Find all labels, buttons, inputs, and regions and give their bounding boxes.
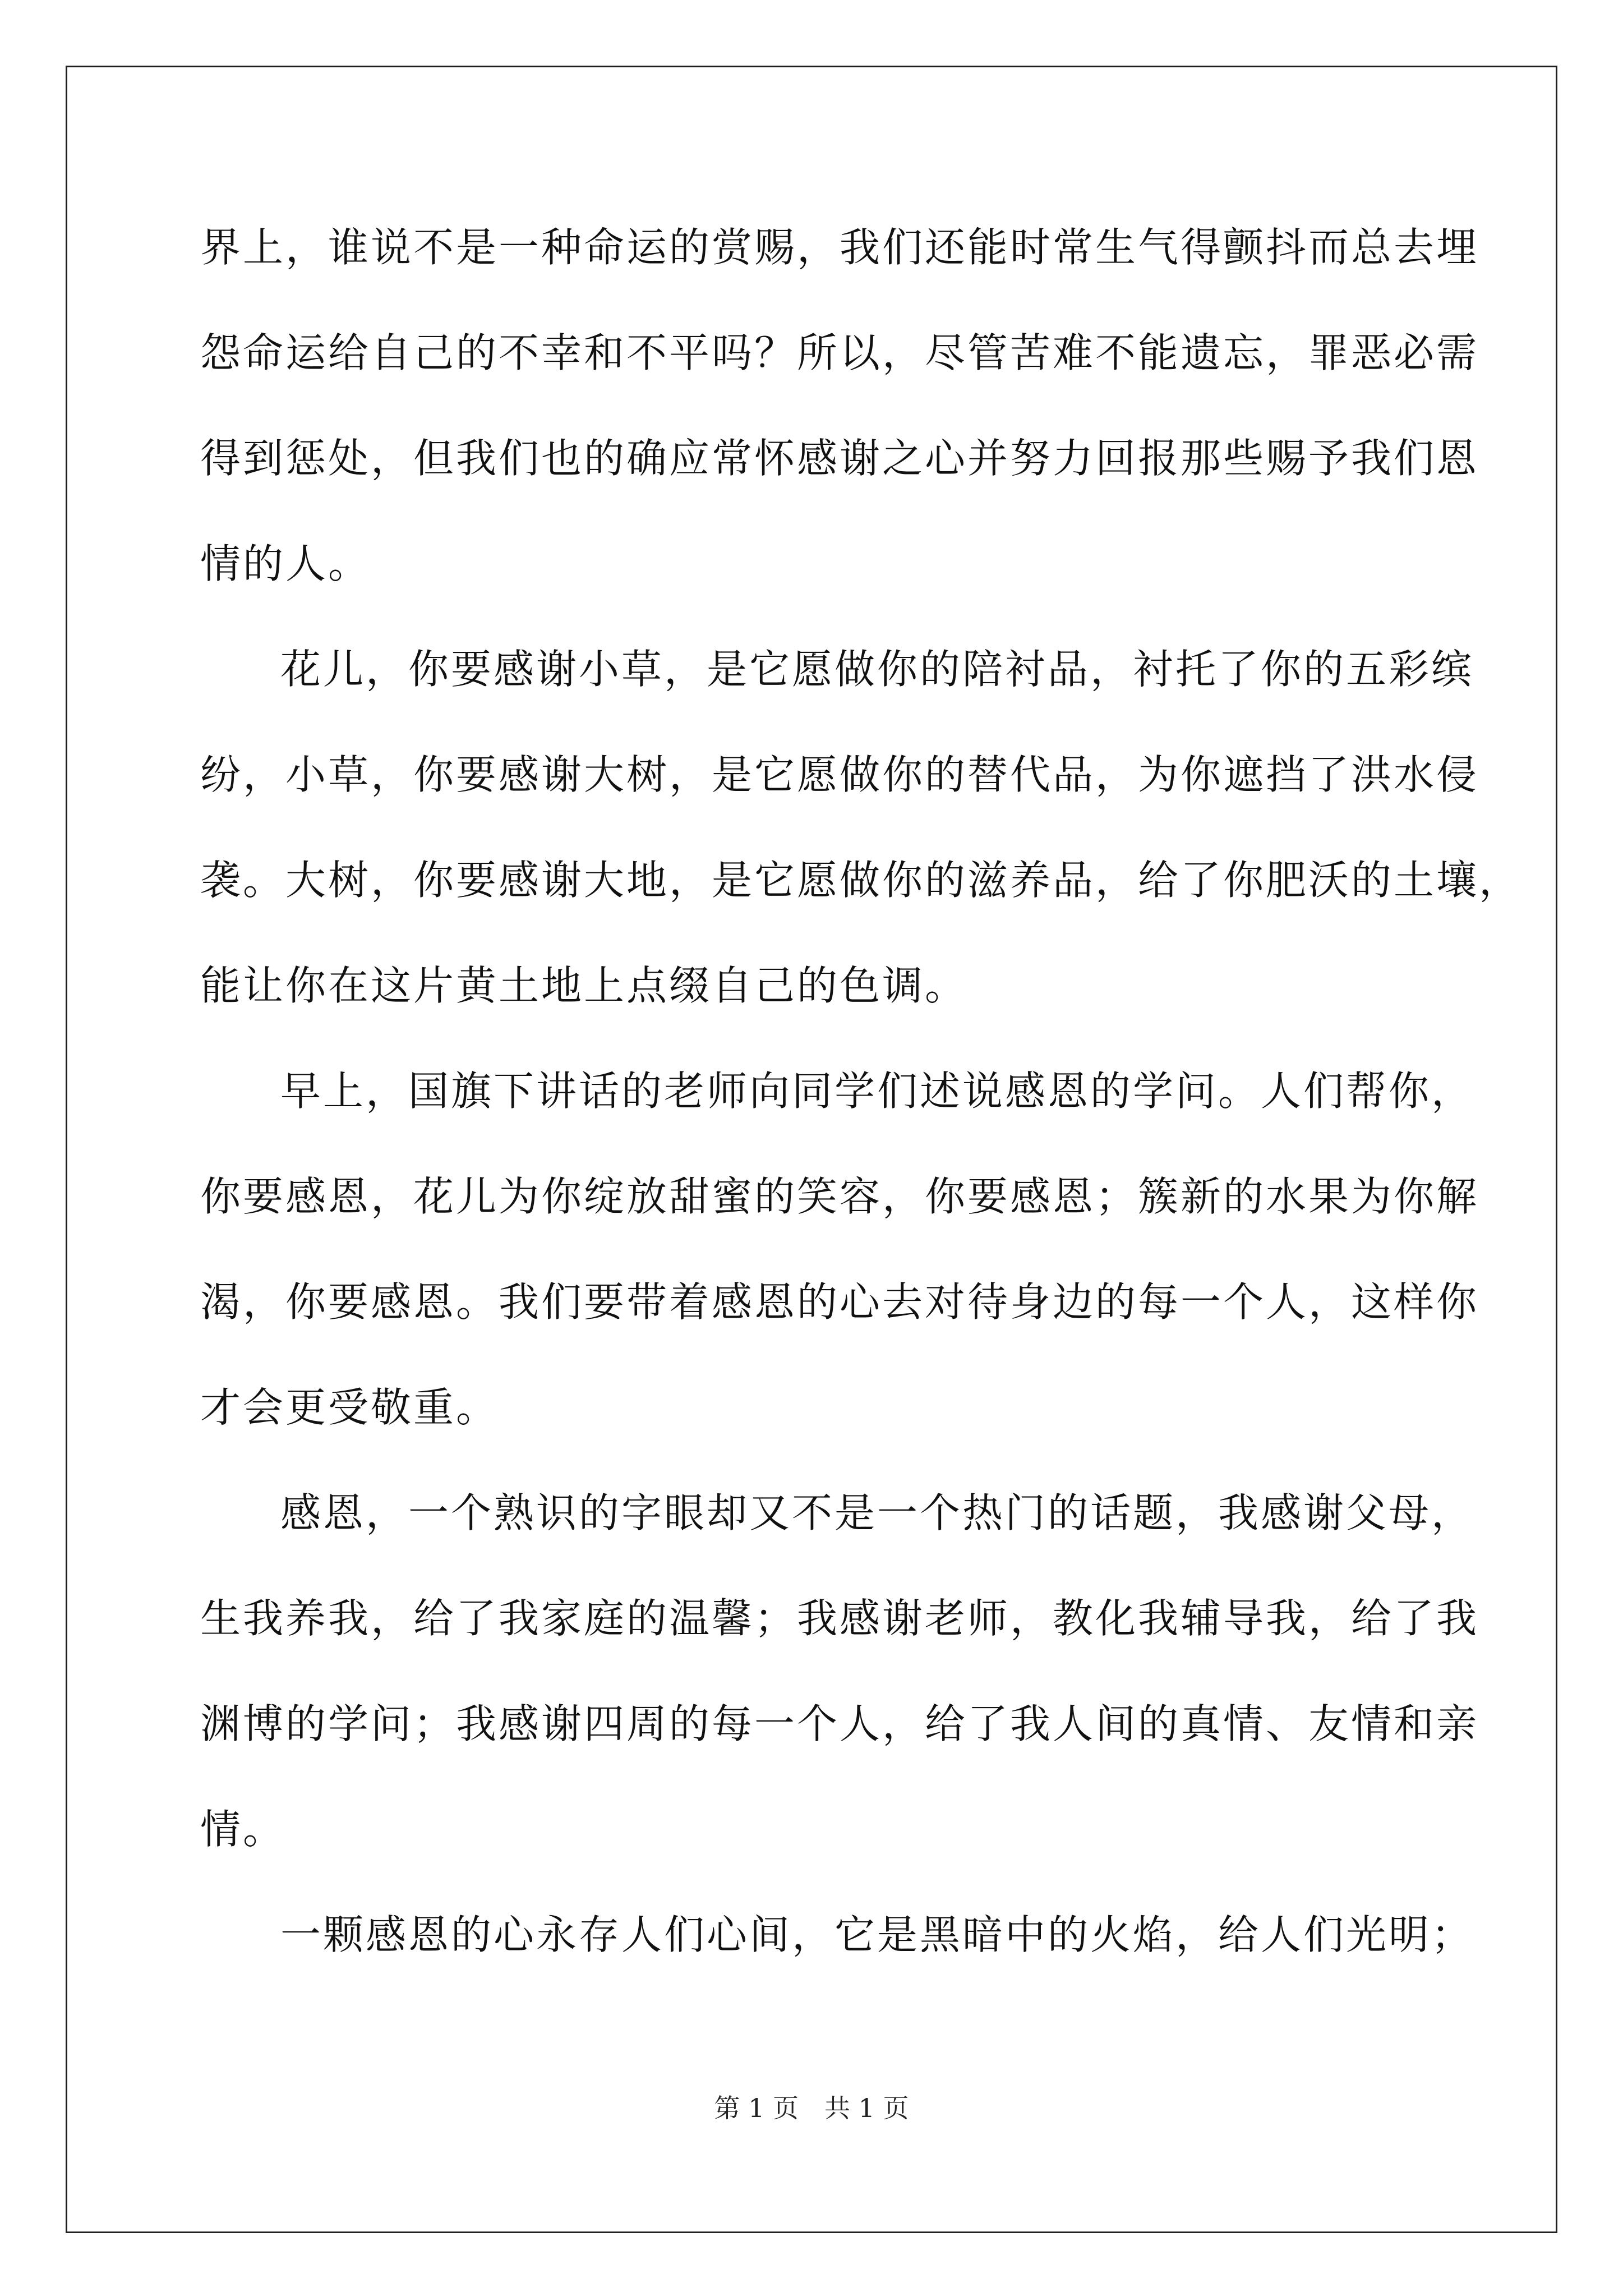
text-line: 渴，你要感恩。我们要带着感恩的心去对待身边的每一个人，这样你: [200, 1278, 1479, 1326]
text-line: 能让你在这片黄土地上点缀自己的色调。: [200, 962, 968, 1009]
text-line: 你要感恩，花儿为你绽放甜蜜的笑容，你要感恩；簇新的水果为你解: [200, 1173, 1479, 1220]
text-line: 情。: [200, 1806, 286, 1853]
text-line: 纷，小草，你要感谢大树，是它愿做你的替代品，为你遮挡了洪水侵: [200, 751, 1479, 798]
text-line: 得到惩处，但我们也的确应常怀感谢之心并努力回报那些赐予我们恩: [200, 435, 1479, 482]
text-line: 生我养我，给了我家庭的温馨；我感谢老师，教化我辅导我，给了我: [200, 1595, 1479, 1642]
text-line: 才会更受敬重。: [200, 1384, 499, 1431]
text-line: 情的人。: [200, 540, 371, 587]
text-line: 怨命运给自己的不幸和不平吗？所以，尽管苦难不能遗忘，罪恶必需: [200, 329, 1479, 376]
text-line: 渊博的学问；我感谢四周的每一个人，给了我人间的真情、友情和亲: [200, 1700, 1479, 1747]
text-line: 早上，国旗下讲话的老师向同学们述说感恩的学问。人们帮你，: [280, 1068, 1474, 1115]
page-border: [66, 66, 1557, 2233]
page-footer: 第 1 页 共 1 页: [714, 2093, 909, 2123]
text-line: 界上，谁说不是一种命运的赏赐，我们还能时常生气得颤抖而总去埋: [200, 224, 1479, 271]
text-line: 花儿，你要感谢小草，是它愿做你的陪衬品，衬托了你的五彩缤: [280, 646, 1474, 693]
text-line: 一颗感恩的心永存人们心间，它是黑暗中的火焰，给人们光明；: [280, 1911, 1474, 1958]
text-line: 袭。大树，你要感谢大地，是它愿做你的滋养品，给了你肥沃的土壤，: [200, 857, 1522, 904]
text-line: 感恩，一个熟识的字眼却又不是一个热门的话题，我感谢父母，: [280, 1489, 1474, 1536]
